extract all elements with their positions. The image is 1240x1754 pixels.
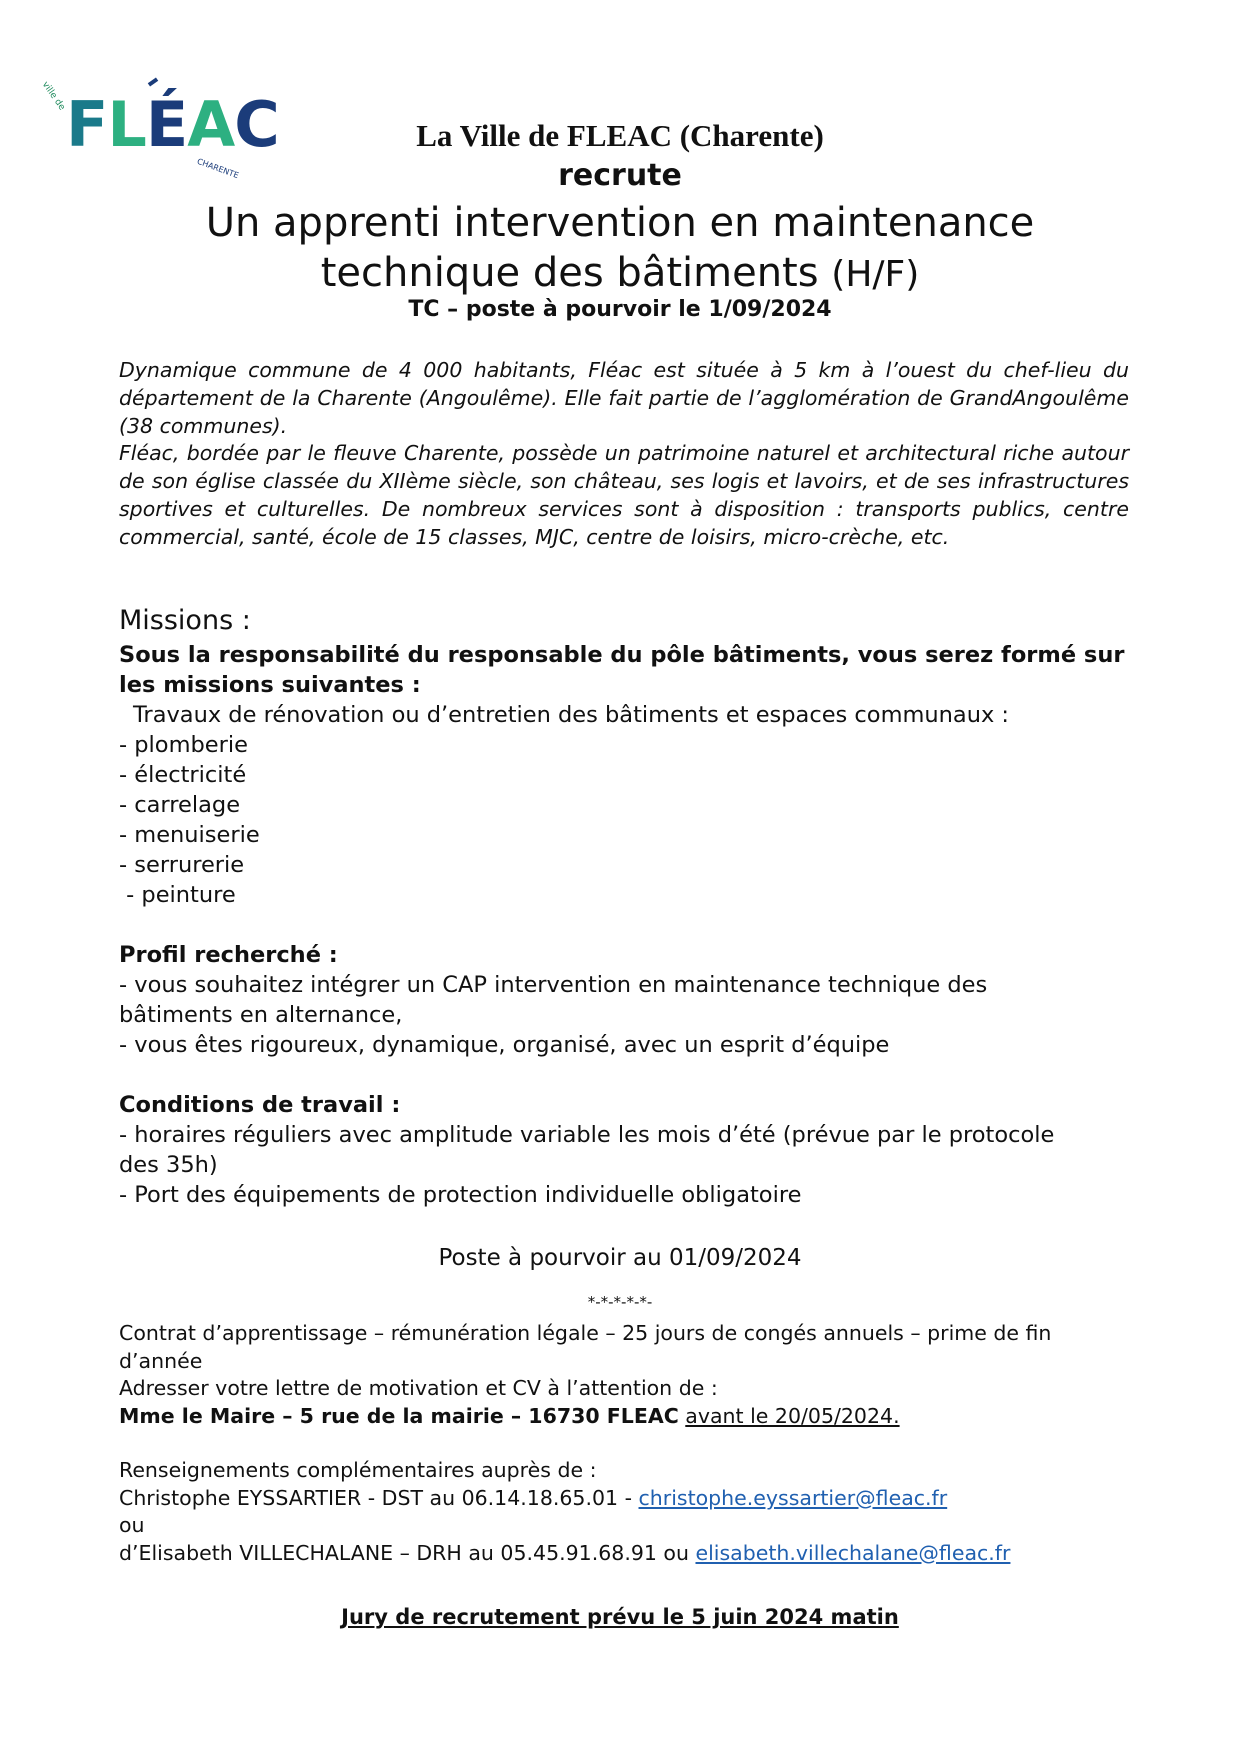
profil-line-2: bâtiments en alternance,: [119, 1002, 403, 1028]
profil-line-1: - vous souhaitez intégrer un CAP intervention en maintenance technique des: [119, 972, 988, 998]
contact-2: d’Elisabeth VILLECHALANE – DRH au 05.45.91.68.91 ou elisabeth.villechalane@fleac.fr: [119, 1540, 1011, 1565]
list-item: - serrurerie: [119, 852, 245, 878]
contact-1-email-link[interactable]: christophe.eyssartier@fleac.fr: [638, 1485, 948, 1510]
contacts-or: ou: [119, 1513, 145, 1537]
conditions-line-3: - Port des équipements de protection individuelle obligatoire: [119, 1182, 802, 1208]
logo-accent: [148, 77, 158, 86]
jury-date: Jury de recrutement prévu le 5 juin 2024 matin: [341, 1605, 899, 1629]
missions-intro: Travaux de rénovation ou d’entretien des bâtiments et espaces communaux :: [133, 702, 1010, 728]
contact-1: Christophe EYSSARTIER - DST au 06.14.18.65.01 - christophe.eyssartier@fleac.fr: [119, 1485, 948, 1510]
contract-line-2: d’année: [119, 1348, 203, 1373]
job-title-hf: (H/F): [831, 254, 920, 295]
list-item: - plomberie: [119, 732, 248, 758]
profil-title: Profil recherché :: [119, 942, 338, 968]
conditions-line-1: - horaires réguliers avec amplitude variable les mois d’été (prévue par le protocole: [119, 1122, 1055, 1148]
list-item: - carrelage: [119, 792, 241, 818]
job-subtitle: TC – poste à pourvoir le 1/09/2024: [408, 297, 832, 322]
poste-date: Poste à pourvoir au 01/09/2024: [438, 1245, 802, 1271]
list-item: - menuiserie: [119, 822, 260, 848]
list-item: - peinture: [119, 882, 236, 908]
missions-lead-2: les missions suivantes :: [119, 672, 421, 698]
deadline: avant le 20/05/2024.: [685, 1403, 900, 1428]
list-item: - électricité: [119, 762, 247, 788]
missions-section: [119, 640, 1139, 910]
intro-paragraph-2: Fléac, bordée par le fleuve Charente, possède un patrimoine naturel et architectural riche autour de son église classée du XIIème siècle, son château, ses logis et lavoirs, et de ses infrastructures sportives et culturelles. De nombreux services sont à disposition : transports publics, centre commercial, santé, école de 15 classes, MJC, centre de loisirs, micro-crèche, etc.: [119, 441, 1129, 549]
conditions-line-2: des 35h): [119, 1152, 218, 1178]
logo-ville-de: ville de: [39, 80, 67, 113]
separator: *-*-*-*-*-: [587, 1293, 653, 1311]
contract-address: Mme le Maire – 5 rue de la mairie – 16730 FLEAC avant le 20/05/2024.: [119, 1403, 900, 1428]
profil-line-3: - vous êtes rigoureux, dynamique, organisé, avec un esprit d’équipe: [119, 1032, 890, 1058]
contacts-intro: Renseignements complémentaires auprès de :: [119, 1458, 597, 1482]
header-recrute: recrute: [558, 158, 682, 193]
contract-section: [119, 1320, 1139, 1430]
job-title-line1: Un apprenti intervention en maintenance: [205, 200, 1035, 246]
profil-section: [119, 940, 1139, 1060]
logo-wordmark: FLÉAC: [66, 88, 279, 161]
logo-charente: CHARENTE: [195, 156, 240, 181]
contact-2-email-link[interactable]: elisabeth.villechalane@fleac.fr: [695, 1540, 1011, 1565]
contract-line-3: Adresser votre lettre de motivation et CV à l’attention de :: [119, 1376, 718, 1400]
header-city: La Ville de FLEAC (Charente): [416, 118, 824, 153]
conditions-title: Conditions de travail :: [119, 1092, 401, 1118]
conditions-section: [119, 1090, 1139, 1210]
job-title: [0, 198, 1240, 300]
missions-title: Missions :: [119, 605, 251, 636]
missions-lead-1: Sous la responsabilité du responsable du pôle bâtiments, vous serez formé sur: [119, 642, 1125, 668]
contract-line-1: Contrat d’apprentissage – rémunération légale – 25 jours de congés annuels – prime de fin: [119, 1321, 1052, 1345]
intro-text: [119, 357, 1129, 552]
job-title-line2: technique des bâtiments (H/F): [320, 250, 920, 296]
intro-paragraph-1: Dynamique commune de 4 000 habitants, Fléac est située à 5 km à l’ouest du chef-lieu du département de la Charente (Angoulême). Elle fait partie de l’agglomération de GrandAngoulême (38 communes).: [119, 358, 1129, 438]
contacts-section: [119, 1457, 1139, 1567]
